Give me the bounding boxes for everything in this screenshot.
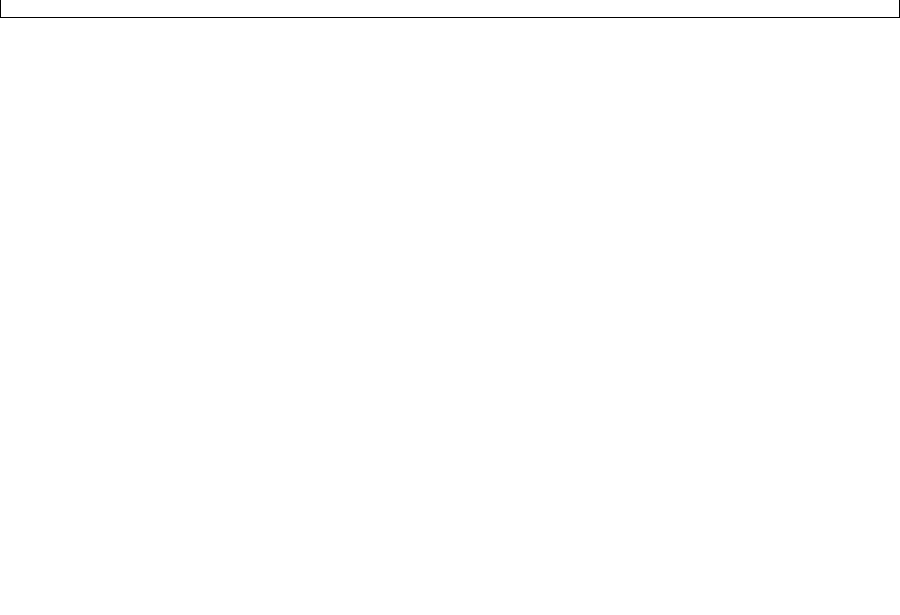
debt-balance-label — [580, 0, 690, 18]
title-row — [0, 0, 900, 18]
year-header-row — [0, 18, 900, 36]
municipality-name — [197, 0, 455, 18]
title-label — [0, 0, 197, 18]
municipality-name-2 — [455, 0, 520, 18]
forecast-label — [690, 0, 900, 18]
date-label — [520, 0, 580, 18]
